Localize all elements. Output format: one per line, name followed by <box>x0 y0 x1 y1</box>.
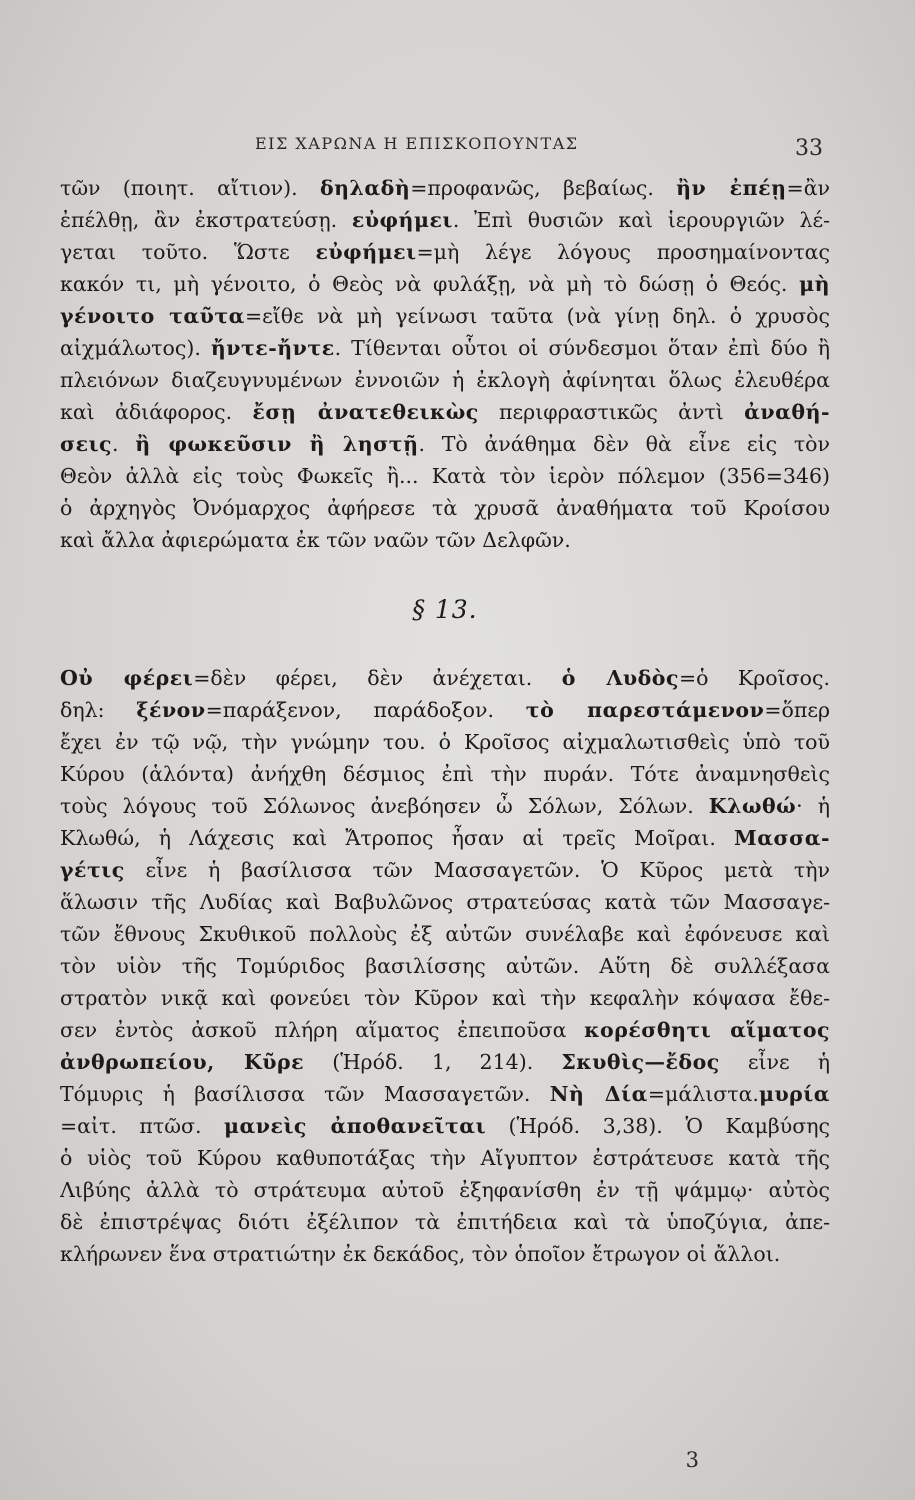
text-run: Τόμυρις ἡ βασίλισσα τῶν Μασσαγετῶν. <box>60 1082 550 1106</box>
text-line <box>60 726 830 758</box>
text-line <box>60 662 830 694</box>
lemma: εὐφήμει <box>315 240 417 264</box>
lemma: κορέσθητι αἵματος <box>584 1018 830 1042</box>
text-line <box>60 364 830 396</box>
text-run: σεν ἐντὸς ἀσκοῦ πλήρη αἵματος ἐπειποῦσα <box>60 1018 585 1042</box>
text-line <box>60 1142 830 1174</box>
text-line <box>60 1238 830 1270</box>
text-run: (Ἡρόδ. 1, 214). <box>304 1050 562 1074</box>
text-run: Κλωθώ, ἡ Λάχεσις καὶ Ἄτροπος ἦσαν αἱ τρεῖς Μοῖραι. <box>60 826 735 850</box>
lemma: ἤντε-ἤντε <box>210 336 335 360</box>
text-run: ὁ υἱὸς τοῦ Κύρου καθυποτάξας τὴν Αἴγυπτον ἐστράτευσε κατὰ τῆς <box>60 1146 830 1170</box>
text-run: καὶ ἄλλα ἀφιερώματα ἐκ τῶν ναῶν τῶν Δελφῶν. <box>60 528 571 552</box>
paragraph-glosses-1 <box>60 172 830 556</box>
text-run: ἐπέλθῃ, ἂν ἐκστρατεύσῃ. <box>60 208 352 232</box>
text-run: εἶνε ἡ βασίλισσα τῶν Μασσαγετῶν. Ὁ Κῦρος μετὰ τὴν <box>124 858 830 882</box>
text-line <box>60 300 830 332</box>
text-run: περιφραστικῶς ἀντὶ <box>478 400 745 424</box>
text-line <box>60 1014 830 1046</box>
text-run: . Ἐπὶ θυσιῶν καὶ ἱερουργιῶν λέ- <box>452 208 830 232</box>
text-line <box>60 1110 830 1142</box>
lemma: τὸ παρεστάμενον <box>525 698 765 722</box>
text-line <box>60 268 830 300</box>
text-line <box>60 790 830 822</box>
text-run: αἰχμάλωτος). <box>60 336 211 360</box>
text-run: Κύρου (ἁλόντα) ἀνήχθη δέσμιος ἐπὶ τὴν πυράν. Τότε ἀναμνησθεὶς <box>60 762 830 786</box>
signature-mark: 3 <box>685 1448 699 1472</box>
text-run: . Τίθενται οὗτοι οἱ σύνδεσμοι ὅταν ἐπὶ δύο ἢ <box>334 336 830 360</box>
lemma: Νὴ Δία <box>549 1082 648 1106</box>
text-line <box>60 854 830 886</box>
text-run: (Ἡρόδ. 3,38). Ὁ Καμβύσης <box>486 1114 830 1138</box>
lemma: δηλαδὴ <box>319 176 411 200</box>
text-line <box>60 982 830 1014</box>
text-run: =ὁ Κροῖσος. <box>678 666 830 690</box>
lemma: σεις <box>60 432 112 456</box>
text-line <box>60 172 830 204</box>
lemma: ἀναθή- <box>744 400 830 424</box>
text-run: τοὺς λόγους τοῦ Σόλωνος ἀνεβόησεν ὦ Σόλων, Σόλων. <box>60 794 709 818</box>
text-line <box>60 822 830 854</box>
text-run: =μὴ λέγε λόγους προσημαίνοντας <box>416 240 830 264</box>
text-run: Λιβύης ἀλλὰ τὸ στράτευμα αὐτοῦ ἐξηφανίσθη ἐν τῇ ψάμμῳ· αὐτὸς <box>60 1178 830 1202</box>
text-run: τῶν (ποιητ. αἴτιον). <box>60 176 320 200</box>
text-line <box>60 758 830 790</box>
text-line <box>60 460 830 492</box>
text-line <box>60 492 830 524</box>
text-line <box>60 1206 830 1238</box>
text-run: τῶν ἔθνους Σκυθικοῦ πολλοὺς ἐξ αὐτῶν συνέλαβε καὶ ἐφόνευσε καὶ <box>60 922 830 946</box>
text-line <box>60 1046 830 1078</box>
lemma: Μασσα- <box>734 826 830 850</box>
text-run: γεται τοῦτο. Ὥστε <box>60 240 316 264</box>
page-body <box>60 172 830 1270</box>
lemma: μανεὶς ἀποθανεῖται <box>224 1114 487 1138</box>
text-run: εἶνε ἡ <box>719 1050 830 1074</box>
text-line <box>60 886 830 918</box>
section-heading: § 13. <box>412 595 478 624</box>
page-header <box>0 134 915 164</box>
text-run: δὲ ἐπιστρέψας διότι ἐξέλιπον τὰ ἐπιτήδεια καὶ τὰ ὑποζύγια, ἀπε- <box>60 1210 830 1234</box>
text-line <box>60 236 830 268</box>
text-run: δηλ: <box>60 698 137 722</box>
text-run: =ὅπερ <box>764 698 830 722</box>
text-run: =αἰτ. πτῶσ. <box>60 1114 224 1138</box>
text-run: =εἴθε νὰ μὴ γείνωσι ταῦτα (νὰ γίνῃ δηλ. ὁ χρυσὸς <box>244 304 830 328</box>
text-line <box>60 524 830 556</box>
text-run: στρατὸν νικᾷ καὶ φονεύει τὸν Κῦρον καὶ τὴν κεφαλὴν κόψασα ἔθε- <box>60 986 830 1010</box>
lemma: γέτις <box>60 858 125 882</box>
text-run: . Τὸ ἀνάθημα δὲν θὰ εἶνε εἰς τὸν <box>418 432 830 456</box>
text-run: ἅλωσιν τῆς Λυδίας καὶ Βαβυλῶνος στρατεύσας κατὰ τῶν Μασσαγε- <box>60 890 830 914</box>
text-run: ἔχει ἐν τῷ νῷ, τὴν γνώμην του. ὁ Κροῖσος αἰχμαλωτισθεὶς ὑπὸ τοῦ <box>60 730 830 754</box>
text-run: κακόν τι, μὴ γένοιτο, ὁ Θεὸς νὰ φυλάξῃ, νὰ μὴ τὸ δώσῃ ὁ Θεός. <box>60 272 800 296</box>
text-run: . <box>111 432 136 456</box>
text-line <box>60 1078 830 1110</box>
running-head: ΕΙΣ ΧΑΡΩΝΑ Η ΕΠΙΣΚΟΠΟΥΝΤΑΣ <box>255 134 579 153</box>
paragraph-glosses-2 <box>60 662 830 1270</box>
lemma: Κλωθώ <box>708 794 797 818</box>
text-run: =δὲν φέρει, δὲν ἀνέχεται. <box>193 666 562 690</box>
lemma: ἢν ἐπέῃ <box>676 176 787 200</box>
text-run: πλειόνων διαζευγνυμένων ἐννοιῶν ἡ ἐκλογὴ ἀφίνηται ὅλως ἐλευθέρα <box>60 368 830 392</box>
text-run: καὶ ἀδιάφορος. <box>60 400 253 424</box>
text-run: ὁ ἀρχηγὸς Ὀνόμαρχος ἀφήρεσε τὰ χρυσᾶ ἀναθήματα τοῦ Κροίσου <box>60 496 830 520</box>
page-number: 33 <box>795 136 823 161</box>
text-line <box>60 694 830 726</box>
text-run: τὸν υἱὸν τῆς Τομύριδος βασιλίσσης αὐτῶν. Αὕτη δὲ συλλέξασα <box>60 954 830 978</box>
lemma: εὐφήμει <box>351 208 453 232</box>
text-line <box>60 1174 830 1206</box>
text-run: =προφανῶς, βεβαίως. <box>410 176 677 200</box>
text-line <box>60 204 830 236</box>
text-run: =παράξενον, παράδοξον. <box>205 698 526 722</box>
text-line <box>60 918 830 950</box>
lemma: Σκυθὶς—ἔδος <box>561 1050 720 1074</box>
text-line <box>60 428 830 460</box>
text-line <box>60 396 830 428</box>
text-line <box>60 332 830 364</box>
lemma: μὴ <box>799 272 830 296</box>
text-run: =μάλιστα. <box>647 1082 759 1106</box>
lemma: ἢ φωκεῦσιν ἢ ληστῇ <box>135 432 419 456</box>
lemma: μυρία <box>758 1082 830 1106</box>
lemma: ἔσῃ ἀνατεθεικὼς <box>252 400 479 424</box>
lemma: ὁ Λυδὸς <box>561 666 679 690</box>
text-run: · ἡ <box>796 794 830 818</box>
lemma: ἀνθρωπείου, Κῦρε <box>60 1050 305 1074</box>
text-run: Θεὸν ἀλλὰ εἰς τοὺς Φωκεῖς ἢ... Κατὰ τὸν ἱερὸν πόλεμον (356=346) <box>60 464 830 488</box>
text-run: =ἂν <box>786 176 830 200</box>
lemma: Οὐ φέρει <box>60 666 194 690</box>
lemma: ξένον <box>136 698 206 722</box>
lemma: γένοιτο ταῦτα <box>60 304 245 328</box>
text-line <box>60 950 830 982</box>
text-run: κλήρωνεν ἕνα στρατιώτην ἐκ δεκάδος, τὸν ὁποῖον ἔτρωγον οἱ ἄλλοι. <box>60 1242 781 1266</box>
